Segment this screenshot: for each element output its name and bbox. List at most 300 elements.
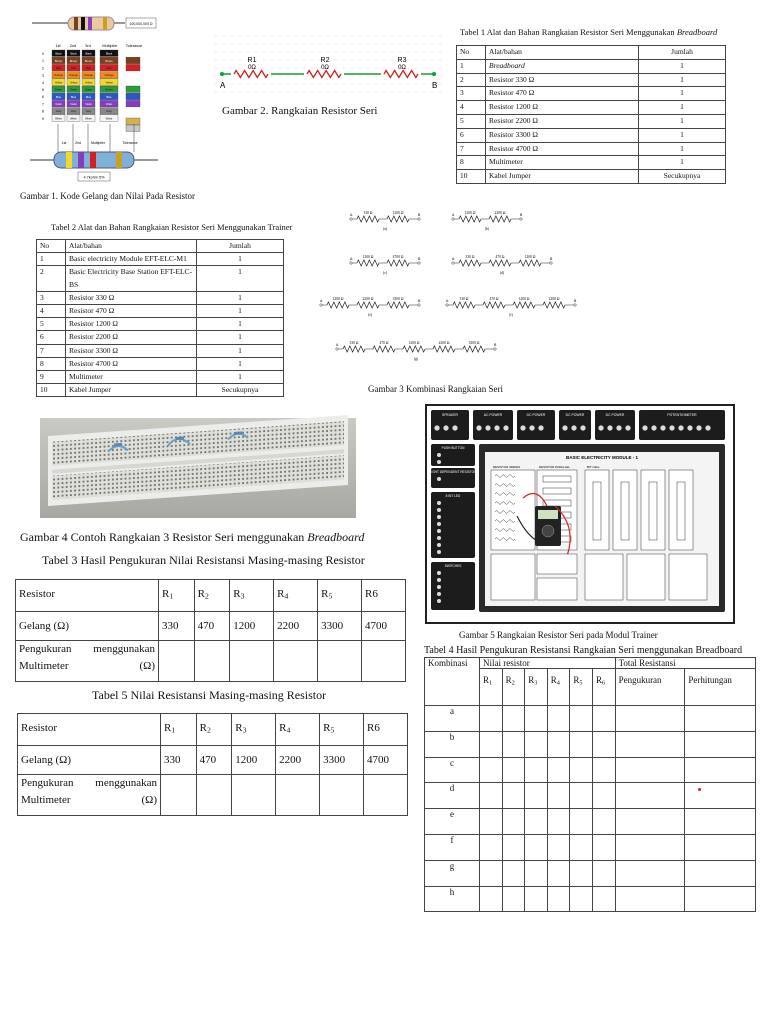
table-cell: 6 bbox=[37, 331, 66, 344]
red-dot-mark bbox=[698, 788, 701, 791]
circuit-e bbox=[320, 297, 421, 317]
grid-dot bbox=[288, 84, 289, 85]
grid-dot bbox=[280, 60, 281, 61]
grid-dot bbox=[384, 52, 385, 53]
panel-label: POTENTIOMETER bbox=[667, 413, 697, 417]
color-name: Grey bbox=[55, 110, 62, 114]
color-name: Red bbox=[71, 67, 76, 70]
grid-dot bbox=[336, 68, 337, 69]
terminal bbox=[437, 585, 441, 589]
table-cell: 1200 bbox=[232, 745, 276, 774]
row-index: 3 bbox=[42, 73, 44, 78]
table-cell: Multimeter bbox=[486, 156, 639, 170]
terminal bbox=[687, 425, 692, 430]
table-cell bbox=[318, 580, 362, 612]
grid-dot bbox=[248, 36, 249, 37]
table-cell: 1 bbox=[197, 318, 284, 331]
node-b-label: B bbox=[550, 257, 553, 261]
table-cell: Resistor 330 Ω bbox=[486, 73, 639, 87]
resistor-value: 4700 Ω bbox=[392, 255, 404, 259]
circuit-label: (f) bbox=[509, 313, 513, 317]
table-cell: Resistor bbox=[18, 714, 161, 746]
table-row bbox=[18, 774, 408, 815]
table-cell bbox=[480, 783, 503, 809]
grid-dot bbox=[368, 84, 369, 85]
resistor-subscript: 5 bbox=[328, 591, 333, 601]
grid-dot bbox=[376, 76, 377, 77]
grid-dot bbox=[312, 44, 313, 45]
table-cell: 4700 bbox=[362, 611, 406, 640]
node-b-label: B bbox=[494, 343, 497, 347]
resistor-subscript: 1 bbox=[169, 591, 174, 601]
table-cell bbox=[615, 757, 685, 783]
color-name: Green bbox=[105, 88, 113, 92]
grid-dots bbox=[216, 36, 441, 93]
table-cell bbox=[232, 774, 276, 815]
grid-dot bbox=[312, 36, 313, 37]
table-cell bbox=[480, 669, 503, 706]
terminal bbox=[437, 599, 441, 603]
grid-dot bbox=[280, 92, 281, 93]
color-name: Red bbox=[106, 67, 112, 70]
terminal bbox=[437, 529, 441, 533]
terminal bbox=[580, 425, 585, 430]
figure-2-caption: Gambar 2. Rangkaian Resistor Seri bbox=[222, 105, 378, 117]
grid-dot bbox=[424, 68, 425, 69]
grid-dot bbox=[216, 68, 217, 69]
grid-dot bbox=[272, 84, 273, 85]
table-cell bbox=[547, 706, 570, 732]
table-cell: 1 bbox=[457, 59, 486, 73]
grid-dot bbox=[296, 44, 297, 45]
table-cell bbox=[615, 706, 685, 732]
table-cell bbox=[196, 774, 232, 815]
table-row bbox=[457, 142, 726, 156]
grid-dot bbox=[392, 36, 393, 37]
grid-dot bbox=[416, 68, 417, 69]
grid-dot bbox=[280, 44, 281, 45]
resistor-subscript: 2 bbox=[511, 679, 515, 687]
resistor-label: R bbox=[573, 675, 580, 685]
table-cell: Pengukuran menggunakan Multimeter (Ω) bbox=[18, 774, 161, 815]
bottom-value-text: 4.7kohm 5% bbox=[83, 175, 105, 180]
table-header-row bbox=[37, 240, 284, 253]
series-combinations-diagram bbox=[315, 201, 577, 377]
table-cell: 4700 bbox=[364, 745, 408, 774]
terminal bbox=[437, 453, 441, 457]
terminal bbox=[437, 543, 441, 547]
terminal bbox=[437, 522, 441, 526]
terminal bbox=[494, 425, 499, 430]
terminal bbox=[678, 425, 683, 430]
color-name: Blue bbox=[106, 95, 112, 99]
table-cell: Secukupnya bbox=[197, 384, 284, 397]
row-index: 6 bbox=[42, 95, 44, 100]
grid-dot bbox=[304, 44, 305, 45]
table-row bbox=[457, 170, 726, 184]
table-3-title: Tabel 3 Hasil Pengukuran Nilai Resistansi Masing-masing Resistor bbox=[42, 553, 365, 567]
multimeter-dial bbox=[542, 525, 554, 537]
color-name: Green bbox=[84, 88, 93, 92]
color-name: Violet bbox=[85, 103, 92, 106]
grid-dot bbox=[264, 68, 265, 69]
resistor-label: R bbox=[323, 722, 331, 734]
table-cell: Total Resistansi bbox=[615, 658, 755, 669]
table-cell bbox=[685, 783, 756, 809]
terminal bbox=[696, 425, 701, 430]
table-cell bbox=[547, 809, 570, 835]
grid-dot bbox=[416, 84, 417, 85]
grid-dot bbox=[440, 60, 441, 61]
color-band bbox=[103, 17, 107, 30]
grid-dot bbox=[304, 68, 305, 69]
grid-dot bbox=[336, 92, 337, 93]
color-band bbox=[90, 152, 96, 168]
grid-dot bbox=[408, 36, 409, 37]
grid-dot bbox=[352, 36, 353, 37]
grid-dot bbox=[384, 44, 385, 45]
table-cell: Resistor 4700 Ω bbox=[66, 357, 197, 370]
circuit-g bbox=[336, 341, 497, 361]
band-label: 2nd bbox=[75, 141, 81, 145]
resistor-label: R6 bbox=[365, 588, 378, 600]
color-name: Orange bbox=[54, 74, 63, 78]
grid-dot bbox=[344, 68, 345, 69]
grid-dot bbox=[288, 76, 289, 77]
color-name: Black bbox=[55, 52, 62, 56]
table-cell: Resistor 2200 Ω bbox=[486, 114, 639, 128]
table-cell bbox=[318, 640, 362, 681]
table-cell: Gelang (Ω) bbox=[16, 611, 159, 640]
table-cell: 3300 bbox=[318, 611, 362, 640]
series-area bbox=[491, 470, 535, 550]
table-cell: Basic electricity Module EFT-ELC-M1 bbox=[66, 253, 197, 266]
table-cell bbox=[547, 834, 570, 860]
node-a-label: A bbox=[350, 257, 353, 261]
terminal bbox=[437, 477, 441, 481]
table-cell: 1 bbox=[197, 371, 284, 384]
grid-dot bbox=[376, 92, 377, 93]
lower-box bbox=[627, 554, 665, 600]
figure-4-image bbox=[40, 418, 356, 518]
table-cell bbox=[615, 731, 685, 757]
grid-dot bbox=[360, 92, 361, 93]
table-cell bbox=[276, 714, 320, 746]
grid-dot bbox=[400, 52, 401, 53]
table-cell: 1 bbox=[197, 253, 284, 266]
grid-dot bbox=[400, 44, 401, 45]
table-row bbox=[37, 344, 284, 357]
table-cell bbox=[159, 580, 195, 612]
color-name: White bbox=[55, 117, 62, 121]
grid-dot bbox=[248, 84, 249, 85]
table-cell: Gelang (Ω) bbox=[18, 745, 161, 774]
table-cell bbox=[502, 706, 525, 732]
resistor-subscript: 2 bbox=[204, 591, 209, 601]
grid-dot bbox=[296, 92, 297, 93]
grid-dot bbox=[248, 52, 249, 53]
table-cell bbox=[502, 731, 525, 757]
table-cell: No bbox=[457, 46, 486, 60]
terminal bbox=[503, 425, 508, 430]
table-cell bbox=[230, 640, 274, 681]
resistor-value: 0Ω bbox=[321, 65, 329, 71]
table-row bbox=[425, 731, 756, 757]
resistor-value: 330 Ω bbox=[363, 211, 373, 215]
terminal bbox=[520, 425, 525, 430]
node-a-dot bbox=[452, 218, 454, 220]
table-cell: Resistor 1200 Ω bbox=[66, 318, 197, 331]
table-cell: Resistor 2200 Ω bbox=[66, 331, 197, 344]
table-cell: 1 bbox=[639, 156, 726, 170]
grid-dot bbox=[352, 60, 353, 61]
table-cell bbox=[362, 580, 406, 612]
figure-1-caption: Gambar 1. Kode Gelang dan Nilai Pada Resistor bbox=[20, 191, 195, 201]
table-cell bbox=[592, 886, 615, 912]
table-cell: Jumlah bbox=[197, 240, 284, 253]
table-cell bbox=[159, 640, 195, 681]
table-row bbox=[37, 291, 284, 304]
grid-dot bbox=[392, 52, 393, 53]
table-cell bbox=[525, 783, 548, 809]
grid-dot bbox=[224, 68, 225, 69]
resistor-value: 3300 Ω bbox=[392, 297, 404, 301]
table-cell: Secukupnya bbox=[639, 170, 726, 184]
grid-dot bbox=[240, 60, 241, 61]
terminal bbox=[625, 425, 630, 430]
node-a-dot bbox=[320, 304, 322, 306]
grid-dot bbox=[368, 76, 369, 77]
color-name: Orange bbox=[69, 74, 78, 78]
node-b-dot bbox=[418, 304, 420, 306]
terminal bbox=[443, 425, 448, 430]
terminal bbox=[642, 425, 647, 430]
table-cell: 1 bbox=[639, 73, 726, 87]
grid-dot bbox=[288, 92, 289, 93]
tolerance-cell bbox=[126, 93, 140, 100]
grid-dot bbox=[368, 68, 369, 69]
table-cell: Resistor 330 Ω bbox=[66, 291, 197, 304]
circuit-d bbox=[452, 255, 553, 275]
tolerance-cell bbox=[126, 100, 140, 107]
table-cell bbox=[230, 580, 274, 612]
grid-dot bbox=[312, 52, 313, 53]
resistor-subscript: 4 bbox=[286, 725, 291, 735]
table-cell bbox=[502, 783, 525, 809]
table-cell: 3300 bbox=[320, 745, 364, 774]
table-cell: 470 bbox=[194, 611, 230, 640]
circuit-b bbox=[452, 211, 523, 231]
grid-dot bbox=[336, 44, 337, 45]
band-label: Tolerance bbox=[122, 141, 138, 145]
grid-dot bbox=[440, 76, 441, 77]
grid-dot bbox=[328, 52, 329, 53]
color-name: Brown bbox=[54, 59, 63, 63]
resistor-subscript: 3 bbox=[240, 591, 245, 601]
grid-dot bbox=[280, 68, 281, 69]
table-cell bbox=[570, 809, 593, 835]
table-row bbox=[37, 331, 284, 344]
table-cell bbox=[502, 809, 525, 835]
table-cell bbox=[196, 714, 232, 746]
grid-dot bbox=[312, 68, 313, 69]
table-cell bbox=[480, 757, 503, 783]
grid-dot bbox=[416, 44, 417, 45]
table-cell: Pengukuran menggunakan Multimeter (Ω) bbox=[16, 640, 159, 681]
row-index: 7 bbox=[42, 102, 44, 107]
table-cell bbox=[547, 783, 570, 809]
table-row bbox=[16, 611, 406, 640]
node-b-label: B bbox=[520, 213, 523, 217]
resistor-value: 2200 Ω bbox=[548, 297, 560, 301]
grid-dot bbox=[304, 60, 305, 61]
grid-dot bbox=[424, 60, 425, 61]
resistor-subscript: 5 bbox=[330, 725, 335, 735]
table-cell bbox=[502, 886, 525, 912]
table-cell: Alat/bahan bbox=[66, 240, 197, 253]
resistor-label: R bbox=[162, 588, 170, 600]
resistor-color-code-chart bbox=[30, 14, 158, 182]
color-name: Orange bbox=[104, 74, 114, 78]
grid-dot bbox=[344, 92, 345, 93]
table-cell: 1 bbox=[197, 344, 284, 357]
inner-label: RESISTOR PARALLEL bbox=[539, 465, 571, 469]
grid-dot bbox=[416, 60, 417, 61]
table-row bbox=[425, 706, 756, 732]
lower-box bbox=[491, 554, 535, 600]
table-cell: 1 bbox=[639, 128, 726, 142]
row-index: 2 bbox=[42, 66, 44, 71]
grid-dot bbox=[240, 52, 241, 53]
table-cell: Resistor 3300 Ω bbox=[66, 344, 197, 357]
table-cell bbox=[592, 809, 615, 835]
silver-cell bbox=[126, 125, 140, 132]
grid-dot bbox=[368, 52, 369, 53]
header-label: 1st bbox=[55, 44, 61, 48]
terminal bbox=[476, 425, 481, 430]
table-cell: b bbox=[425, 731, 480, 757]
panel-label: DC POWER bbox=[605, 413, 625, 417]
color-band bbox=[66, 152, 72, 168]
table-cell bbox=[570, 783, 593, 809]
resistor-value: 470 Ω bbox=[489, 297, 499, 301]
color-name: Black bbox=[85, 52, 92, 56]
circuit-c bbox=[350, 255, 421, 275]
grid-dot bbox=[240, 84, 241, 85]
table-cell bbox=[194, 640, 230, 681]
table-cell bbox=[570, 669, 593, 706]
table-cell: d bbox=[425, 783, 480, 809]
grid-dot bbox=[352, 76, 353, 77]
grid-dot bbox=[216, 52, 217, 53]
table-row bbox=[16, 580, 406, 612]
resistor-label: R2 bbox=[320, 57, 330, 64]
table-cell bbox=[570, 731, 593, 757]
table-cell bbox=[592, 669, 615, 706]
panel-label: AC POWER bbox=[483, 413, 503, 417]
table-cell bbox=[525, 834, 548, 860]
grid-dot bbox=[368, 36, 369, 37]
grid-dot bbox=[272, 60, 273, 61]
table-row bbox=[457, 73, 726, 87]
table-cell bbox=[592, 757, 615, 783]
table-row bbox=[425, 834, 756, 860]
grid-dot bbox=[400, 84, 401, 85]
grid-dot bbox=[280, 36, 281, 37]
grid-dot bbox=[344, 52, 345, 53]
color-name: Brown bbox=[84, 59, 93, 63]
resistor-subscript: 4 bbox=[556, 679, 560, 687]
resistor-label: R bbox=[528, 675, 535, 685]
grid-dot bbox=[224, 76, 225, 77]
tolerance-cell bbox=[126, 86, 140, 93]
table-cell bbox=[570, 834, 593, 860]
table-cell bbox=[615, 834, 685, 860]
table-cell bbox=[547, 757, 570, 783]
grid-dot bbox=[264, 52, 265, 53]
table-cell: 1 bbox=[639, 59, 726, 73]
table-cell bbox=[685, 860, 756, 886]
node-b-dot bbox=[418, 218, 420, 220]
grid-dot bbox=[360, 68, 361, 69]
grid-dot bbox=[424, 44, 425, 45]
table-cell: Kombinasi bbox=[425, 658, 480, 706]
grid-dot bbox=[280, 76, 281, 77]
resistor-label: R bbox=[277, 588, 285, 600]
resistor-subscript: 1 bbox=[489, 679, 493, 687]
color-name: Red bbox=[56, 67, 61, 70]
table-cell bbox=[276, 774, 320, 815]
grid-dot bbox=[400, 92, 401, 93]
resistor-value: 1200 Ω bbox=[392, 211, 404, 215]
terminal bbox=[437, 460, 441, 464]
table-cell bbox=[525, 860, 548, 886]
color-name: Black bbox=[70, 52, 77, 56]
grid-dot bbox=[360, 60, 361, 61]
resistor-value: 470 Ω bbox=[379, 341, 389, 345]
grid-dot bbox=[392, 60, 393, 61]
grid-dot bbox=[416, 36, 417, 37]
grid-dot bbox=[368, 44, 369, 45]
table-cell: 8 bbox=[457, 156, 486, 170]
table-cell: Nilai resistor bbox=[480, 658, 616, 669]
node-a-dot bbox=[350, 262, 352, 264]
grid-dot bbox=[328, 92, 329, 93]
tolerance-cell bbox=[126, 64, 140, 71]
resistor-label: R bbox=[199, 722, 207, 734]
table-cell: 6 bbox=[457, 128, 486, 142]
grid-dot bbox=[432, 60, 433, 61]
color-name: Yellow bbox=[54, 81, 63, 85]
grid-dot bbox=[224, 60, 225, 61]
grid-dot bbox=[272, 92, 273, 93]
grid-dot bbox=[304, 84, 305, 85]
table-cell: 7 bbox=[457, 142, 486, 156]
table-cell bbox=[685, 706, 756, 732]
lower-box bbox=[585, 554, 623, 600]
table-cell bbox=[592, 834, 615, 860]
resistor-subscript: 2 bbox=[206, 725, 211, 735]
color-name: Grey bbox=[70, 110, 77, 114]
table-cell: 2 bbox=[457, 73, 486, 87]
grid-dot bbox=[352, 92, 353, 93]
grid-dot bbox=[320, 92, 321, 93]
resistor-value: 330 Ω bbox=[465, 255, 475, 259]
grid-dot bbox=[328, 44, 329, 45]
grid-dot bbox=[432, 52, 433, 53]
grid-dot bbox=[232, 92, 233, 93]
grid-dot bbox=[264, 84, 265, 85]
